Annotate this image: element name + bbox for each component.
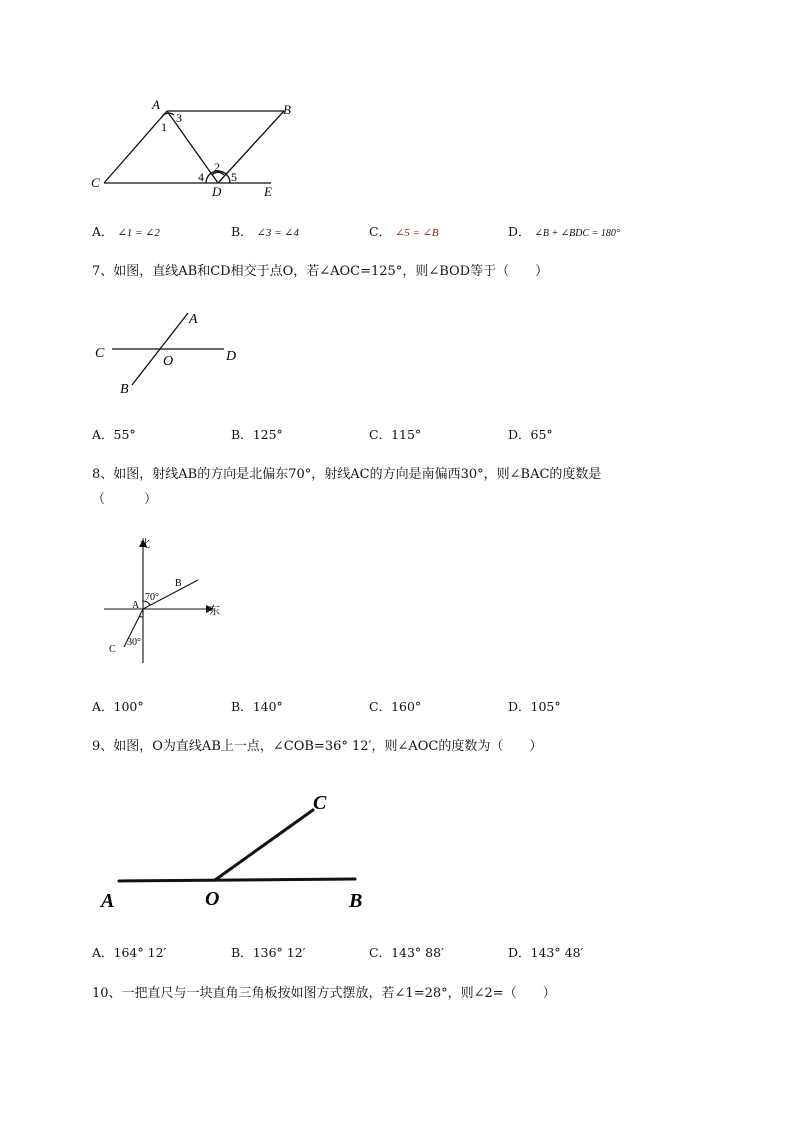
label-A: A [189, 312, 198, 327]
option-letter: D． [508, 699, 531, 714]
option-letter: D． [508, 427, 531, 442]
option-text: 136° 12′ [252, 945, 306, 960]
option-letter: C． [369, 699, 392, 714]
q9-option-b[interactable] [231, 943, 306, 961]
angle-label-3: 3 [176, 111, 182, 125]
option-letter: D． [508, 224, 531, 239]
label-north: 北 [139, 537, 150, 550]
q6-option-d[interactable] [508, 222, 620, 240]
q6-option-a[interactable] [92, 222, 160, 240]
option-letter: B． [231, 224, 253, 239]
angle-label-5: 5 [231, 170, 237, 184]
q7-option-c[interactable] [369, 425, 421, 443]
option-text: 125° [252, 427, 283, 442]
line-ab [119, 879, 355, 881]
label-B: B [349, 890, 363, 912]
q7-option-b[interactable] [231, 425, 283, 443]
option-text: ∠B + ∠BDC = 180° [534, 228, 620, 239]
q6-option-b[interactable] [231, 222, 299, 240]
option-text: 65° [530, 427, 553, 442]
label-C: C [91, 175, 100, 190]
q9-option-a[interactable] [92, 943, 166, 961]
question-8-text: 8、如图，射线AB的方向是北偏东70°，射线AC的方向是南偏西30°，则∠BAC的度数是 [92, 467, 602, 482]
label-30-deg: 30° [127, 637, 141, 648]
option-letter: C． [369, 427, 392, 442]
question-10-text: 10、一把直尺与一块直角三角板按如图方式摆放，若∠1=28°，则∠2=（ ） [92, 986, 556, 1001]
figure-q6-parallelogram [88, 95, 308, 205]
option-letter: C． [369, 945, 392, 960]
label-O: O [205, 888, 220, 910]
label-D: D [212, 184, 222, 199]
label-70-deg: 70° [145, 592, 159, 603]
option-text: ∠5 = ∠B [395, 227, 439, 239]
label-O: O [163, 354, 174, 369]
option-letter: A． [92, 699, 114, 714]
label-C: C [109, 644, 116, 655]
label-B: B [283, 102, 291, 117]
segment-ac [104, 111, 167, 183]
option-text: ∠1 = ∠2 [117, 227, 160, 239]
question-7-text: 7、如图，直线AB和CD相交于点O，若∠AOC=125°，则∠BOD等于（ ） [92, 264, 549, 279]
option-letter: B． [231, 699, 253, 714]
label-C: C [95, 346, 105, 361]
q7-option-a[interactable] [92, 425, 136, 443]
label-A: A [132, 600, 140, 611]
q8-option-d[interactable] [508, 697, 561, 715]
label-east: 东 [209, 604, 220, 617]
label-A: A [152, 97, 160, 112]
label-B: B [175, 578, 182, 589]
option-letter: B． [231, 427, 253, 442]
ray-oc [215, 810, 313, 880]
question-8-paren: （ ） [92, 492, 158, 507]
label-C: C [313, 792, 327, 814]
option-text: 143° 48′ [530, 945, 584, 960]
option-text: 140° [252, 699, 283, 714]
option-text: ∠3 = ∠4 [256, 227, 300, 239]
option-letter: C． [369, 224, 392, 239]
q8-option-a[interactable] [92, 697, 144, 715]
q9-option-d[interactable] [508, 943, 583, 961]
option-text: 160° [391, 699, 422, 714]
angle-label-4: 4 [198, 170, 204, 184]
figure-q9-angle [95, 785, 385, 915]
option-text: 105° [530, 699, 561, 714]
option-letter: A． [92, 427, 114, 442]
q9-option-c[interactable] [369, 943, 444, 961]
angle-label-2: 2 [214, 160, 220, 174]
option-text: 115° [391, 427, 422, 442]
q8-option-c[interactable] [369, 697, 421, 715]
label-B: B [120, 382, 129, 397]
figure-q8-compass [98, 535, 228, 665]
segment-bd [218, 111, 284, 183]
q8-option-b[interactable] [231, 697, 283, 715]
option-text: 55° [113, 427, 136, 442]
label-D: D [226, 349, 237, 364]
option-letter: A． [92, 224, 114, 239]
segment-ad [167, 111, 218, 183]
option-letter: D． [508, 945, 531, 960]
option-text: 143° 88′ [391, 945, 444, 960]
option-letter: B． [231, 945, 253, 960]
option-letter: A． [92, 945, 114, 960]
q6-option-c[interactable] [369, 222, 439, 240]
label-A: A [101, 890, 115, 912]
q7-option-d[interactable] [508, 425, 553, 443]
label-E: E [264, 184, 272, 199]
option-text: 164° 12′ [113, 945, 167, 960]
angle-label-1: 1 [161, 120, 167, 134]
question-9-text: 9、如图，O为直线AB上一点，∠COB=36° 12′，则∠AOC的度数为（ ） [92, 739, 543, 754]
figure-q7-intersecting-lines [90, 305, 250, 400]
angle-arc-30 [139, 616, 143, 617]
option-text: 100° [113, 699, 144, 714]
